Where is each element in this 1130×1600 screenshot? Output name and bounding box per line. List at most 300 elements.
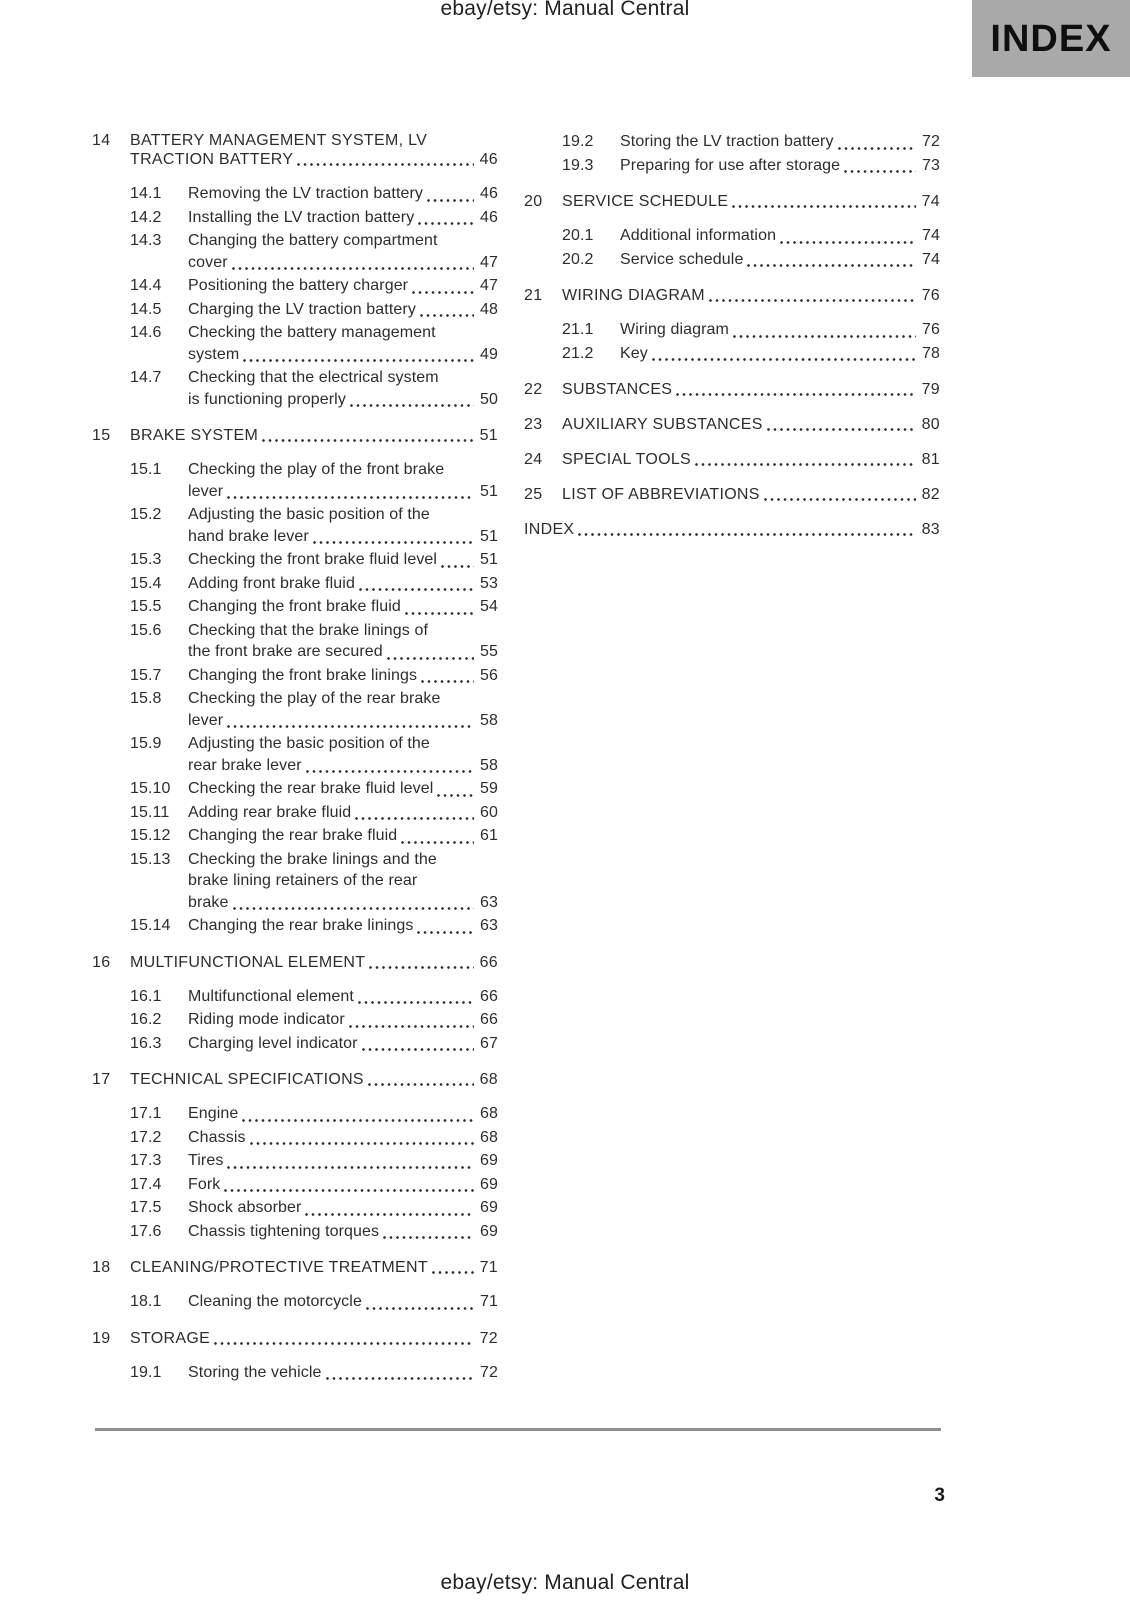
toc-item [130,620,498,663]
toc-entry-text: Multifunctional element [188,987,354,1005]
header-watermark-title: ebay/etsy: Manual Central [440,0,690,20]
toc-left-column [92,131,498,1385]
toc-item-number: 14.2 [130,208,162,226]
toc-section-title [524,520,940,539]
dot-leader [844,170,916,173]
toc-item-number: 16.1 [130,987,162,1005]
toc-item-number: 16.2 [130,1011,162,1028]
toc-item-number: 17.2 [130,1128,162,1146]
toc-page-number: 56 [480,666,498,684]
toc-section-number: 16 [92,953,111,971]
dot-leader [417,931,474,934]
toc-section-title [562,415,940,434]
toc-section-heading [92,1070,498,1089]
toc-item [130,459,498,502]
toc-item [562,225,940,247]
toc-item-title [188,573,498,595]
toc-item-number: 20.1 [562,227,594,244]
dot-leader [420,314,474,317]
toc-entry-text: Checking that the brake linings of [188,621,428,639]
dot-leader [764,498,916,501]
toc-item [130,275,498,297]
toc-item [130,778,498,800]
toc-item-number: 15.5 [130,598,162,615]
toc-entry-line [620,343,940,365]
toc-entry-line [188,802,498,824]
toc-page-number: 71 [479,1259,498,1276]
toc-page-number: 76 [921,287,940,304]
toc-page-number: 79 [921,381,940,398]
toc-entry-line [188,1221,498,1243]
toc-page-number: 63 [480,893,498,911]
toc-entry-text: brake lining retainers of the rear [188,872,418,889]
toc-entry-text: Changing the front brake fluid [188,598,401,615]
toc-item-title [620,131,940,153]
toc-entry-line [620,155,940,177]
toc-item-number: 15.8 [130,690,162,707]
toc-item-title [620,343,940,365]
toc-item [130,207,498,229]
dot-leader [838,147,916,150]
dot-leader [214,1342,474,1345]
toc-entry-text: Chassis tightening torques [188,1222,380,1240]
toc-page-number: 66 [480,987,498,1005]
dot-leader [297,163,473,166]
toc-entry-line [188,344,498,366]
dot-leader [250,1142,474,1145]
dot-leader [421,680,474,683]
toc-entry-text: SPECIAL TOOLS [562,451,691,468]
toc-item-title [188,459,498,502]
toc-item-title [188,802,498,824]
toc-item-title [620,249,940,271]
toc-item-number: 14.7 [130,369,162,386]
toc-item [130,688,498,731]
toc-entry-line [188,849,498,871]
toc-entry-line [188,1197,498,1219]
toc-entry-line [562,192,940,211]
toc-entry-text: is functioning properly [188,390,346,408]
dot-leader [405,612,474,615]
toc-section-heading [524,415,940,434]
dot-leader [232,267,474,270]
toc-page-number: 83 [921,521,940,538]
toc-entry-text: BRAKE SYSTEM [130,427,259,444]
dot-leader [369,966,473,969]
toc-page-number: 66 [480,1011,498,1028]
toc-item-title [188,1291,498,1313]
toc-entry-line [188,1033,498,1055]
toc-entry-line [524,520,940,539]
dot-leader [432,1271,474,1274]
toc-section-number: 25 [524,486,543,503]
toc-page-number: 68 [480,1128,498,1146]
toc-item-number: 19.3 [562,156,594,174]
toc-page-number: 81 [921,451,940,468]
toc-section-number: 23 [524,416,543,433]
toc-entry-line [562,415,940,434]
toc-entry-line [562,450,940,469]
dot-leader [350,404,474,407]
toc-item-title [188,1150,498,1172]
toc-item-title [188,778,498,800]
toc-item-number: 15.13 [130,850,171,868]
toc-section-heading [524,450,940,469]
dot-leader [652,358,916,361]
toc-item-title [188,1174,498,1196]
toc-item-title [188,915,498,937]
toc-entry-line [188,504,498,526]
toc-item [130,596,498,618]
toc-entry-line [188,1103,498,1125]
toc-entry-text: INDEX [524,521,575,538]
dot-leader [412,291,474,294]
dot-leader [401,841,474,844]
toc-item-number: 17.6 [130,1222,162,1240]
toc-page-number: 74 [922,250,940,268]
toc-entry-line [562,485,940,504]
toc-entry-line [188,389,498,411]
toc-entry-line [188,526,498,548]
dot-leader [355,817,474,820]
toc-entry-text: SUBSTANCES [562,381,673,398]
toc-page-number: 54 [480,598,498,615]
toc-page-number: 59 [480,780,498,797]
toc-entry-text: Checking the front brake fluid level [188,551,438,568]
toc-page-number: 46 [479,151,498,168]
toc-entry-line [188,1009,498,1031]
toc-item-title [188,1033,498,1055]
toc-page-number: 66 [479,953,498,971]
toc-section-number: 17 [92,1071,111,1088]
toc-section-number: 14 [92,132,111,149]
toc-page-number: 74 [922,227,940,244]
dot-leader [368,1083,474,1086]
toc-entry-text: BATTERY MANAGEMENT SYSTEM, LV [130,132,428,149]
toc-item [130,802,498,824]
toc-section-number: 24 [524,451,543,468]
toc-item-title [188,322,498,365]
toc-item-number: 15.9 [130,735,162,752]
toc-entry-text: Checking the rear brake fluid level [188,780,434,797]
toc-entry-line [130,131,498,150]
toc-item-number: 17.4 [130,1175,162,1193]
toc-item-title [188,1362,498,1384]
dot-leader [313,541,474,544]
toc-entry-line [188,549,498,571]
toc-item-number: 17.1 [130,1105,162,1122]
toc-page-number: 51 [480,551,498,568]
toc-item [130,1033,498,1055]
toc-item [562,155,940,177]
toc-item-title [188,1009,498,1031]
toc-entry-text: Cleaning the motorcycle [188,1293,362,1310]
dot-leader [578,533,915,536]
dot-leader [733,335,916,338]
toc-page-number: 46 [480,185,498,202]
toc-entry-line [188,665,498,687]
toc-section-heading [524,192,940,211]
toc-page-number: 76 [922,321,940,338]
toc-item-title [188,986,498,1008]
dot-leader [437,794,474,797]
toc-entry-text: Engine [188,1105,239,1122]
toc-entry-line [130,1070,498,1089]
toc-item-number: 15.1 [130,461,162,478]
toc-item-title [188,1103,498,1125]
toc-entry-text: Changing the rear brake fluid [188,827,398,844]
toc-item-title [188,299,498,321]
toc-right-column [524,131,940,539]
toc-item-title [188,596,498,618]
toc-entry-text: AUXILIARY SUBSTANCES [562,416,763,433]
toc-item-number: 14.6 [130,324,162,341]
toc-item [130,367,498,410]
toc-entry-line [188,620,498,642]
toc-entry-text: cover [188,253,228,271]
toc-item-number: 15.2 [130,506,162,523]
dot-leader [349,1025,474,1028]
toc-section-number: 19 [92,1329,111,1347]
dot-leader [262,439,474,442]
dot-leader [326,1377,474,1380]
toc-page-number: 68 [479,1071,498,1088]
toc-page-number: 51 [480,527,498,545]
toc-item [130,299,498,321]
toc-entry-text: Charging level indicator [188,1034,358,1052]
toc-page-number: 47 [480,277,498,294]
toc-item [130,1127,498,1149]
toc-item [130,665,498,687]
toc-entry-text: Checking that the electrical system [188,369,439,386]
toc-section-number: 21 [524,287,543,304]
dot-leader [780,241,916,244]
dot-leader [227,1166,474,1169]
page-number: 3 [934,1485,945,1506]
toc-page-number: 61 [480,827,498,844]
toc-section-title [130,1070,498,1089]
toc-section-heading [524,286,940,305]
toc-entry-text: Tires [188,1152,224,1169]
toc-section-number: 18 [92,1259,111,1276]
toc-section-heading [524,520,940,539]
toc-entry-line [188,1174,498,1196]
toc-section-title [130,953,498,972]
toc-page-number: 69 [480,1152,498,1169]
toc-section-heading [92,1329,498,1348]
toc-item-number: 14.4 [130,277,162,294]
toc-item-title [188,504,498,547]
toc-page-number: 68 [480,1105,498,1122]
toc-page-number: 46 [480,208,498,226]
toc-entry-line [188,755,498,777]
dot-leader [362,1048,474,1051]
toc-item-title [188,183,498,205]
toc-item [130,1174,498,1196]
toc-entry-line [188,1127,498,1149]
toc-page-number: 69 [480,1199,498,1216]
toc-entry-text: brake [188,893,229,911]
toc-entry-text: lever [188,482,224,500]
toc-item-number: 17.5 [130,1199,162,1216]
toc-page-number: 55 [480,643,498,660]
toc-entry-text: Additional information [620,227,777,244]
toc-page-number: 58 [480,711,498,729]
dot-leader [676,393,915,396]
dot-leader [227,496,474,499]
toc-entry-text: STORAGE [130,1329,211,1347]
footer-watermark-title: ebay/etsy: Manual Central [440,1571,690,1594]
toc-item-title [188,1221,498,1243]
toc-section-heading [92,1258,498,1277]
toc-entry-text: Installing the LV traction battery [188,208,415,226]
toc-section-number: 15 [92,427,111,444]
dot-leader [359,588,474,591]
toc-entry-line [188,207,498,229]
toc-items-group [562,319,940,364]
toc-item [130,1362,498,1384]
toc-entry-text: Charging the LV traction battery [188,300,416,318]
toc-section-number: 20 [524,193,543,210]
dot-leader [242,1119,474,1122]
toc-items-group [562,131,940,176]
toc-item-number: 15.4 [130,574,162,592]
toc-entry-text: Adding rear brake fluid [188,803,352,821]
toc-item [130,825,498,847]
dot-leader [383,1236,474,1239]
dot-leader [305,1213,474,1216]
toc-item [130,1103,498,1125]
toc-entry-line [188,230,498,252]
toc-item-number: 19.1 [130,1363,162,1381]
toc-items-group [130,459,498,937]
toc-entry-line [188,1150,498,1172]
toc-item [130,183,498,205]
toc-item-number: 15.3 [130,551,162,568]
toc-entry-text: hand brake lever [188,527,309,545]
toc-entry-line [620,249,940,271]
toc-page-number: 72 [922,133,940,150]
toc-item-number: 20.2 [562,250,594,268]
toc-page-number: 48 [480,300,498,318]
toc-page-number: 51 [479,427,498,444]
toc-page-number: 67 [480,1034,498,1052]
toc-section-number: 22 [524,381,543,398]
toc-entry-line [562,286,940,305]
toc-section-heading [92,953,498,972]
toc-item [130,322,498,365]
toc-entry-text: Storing the vehicle [188,1363,322,1381]
toc-item-title [188,230,498,273]
dot-leader [227,725,474,728]
dot-leader [233,907,474,910]
toc-item-title [188,207,498,229]
toc-entry-text: Changing the battery compartment [188,232,438,249]
toc-entry-text: Riding mode indicator [188,1011,345,1028]
toc-item-number: 19.2 [562,133,594,150]
dot-leader [224,1189,474,1192]
toc-entry-text: Positioning the battery charger [188,277,409,294]
toc-item [130,915,498,937]
toc-item-title [620,319,940,341]
toc-entry-text: TRACTION BATTERY [130,151,294,168]
toc-entry-line [188,915,498,937]
toc-item [130,230,498,273]
toc-page-number: 49 [480,345,498,363]
toc-items-group [130,1291,498,1313]
toc-page-number: 80 [921,416,940,433]
toc-item-number: 14.1 [130,185,162,202]
toc-page-number: 60 [480,803,498,821]
toc-page-number: 51 [480,482,498,500]
toc-item-number: 21.2 [562,344,594,362]
toc-entry-text: Shock absorber [188,1199,302,1216]
toc-entry-line [188,367,498,389]
toc-item [130,733,498,776]
toc-page-number: 47 [480,253,498,271]
dot-leader [418,222,474,225]
toc-section-heading [92,131,498,169]
toc-entry-line [188,986,498,1008]
toc-item [130,986,498,1008]
dot-leader [441,565,474,568]
toc-item-title [188,1197,498,1219]
toc-entry-line [188,870,498,892]
toc-section-title [130,1329,498,1348]
toc-section-heading [92,426,498,445]
toc-entry-line [130,953,498,972]
toc-entry-text: Checking the play of the front brake [188,461,445,478]
toc-item-title [188,620,498,663]
toc-items-group [130,1362,498,1384]
toc-entry-text: rear brake lever [188,756,302,774]
toc-item [130,1150,498,1172]
toc-entry-text: Key [620,344,648,362]
toc-entry-line [188,641,498,663]
dot-leader [747,264,916,267]
toc-item [130,1009,498,1031]
toc-items-group [130,1103,498,1242]
toc-entry-line [188,825,498,847]
toc-entry-text: Checking the play of the rear brake [188,690,441,707]
toc-page-number: 53 [480,574,498,592]
toc-entry-line [562,380,940,399]
toc-items-group [130,986,498,1055]
toc-item-number: 21.1 [562,321,594,338]
toc-item-number: 17.3 [130,1152,162,1169]
toc-entry-text: Storing the LV traction battery [620,133,834,150]
toc-page-number: 73 [922,156,940,174]
dot-leader [709,299,916,302]
toc-item-title [620,225,940,247]
toc-section-title [562,450,940,469]
toc-entry-text: MULTIFUNCTIONAL ELEMENT [130,953,366,971]
toc-page-number: 69 [480,1175,498,1193]
toc-item [130,573,498,595]
toc-page-number: 72 [480,1363,498,1381]
toc-item-number: 15.11 [130,803,170,821]
toc-entry-text: LIST OF ABBREVIATIONS [562,486,760,503]
toc-item [562,319,940,341]
dot-leader [387,657,474,660]
toc-entry-line [620,319,940,341]
toc-entry-line [188,892,498,914]
toc-section-heading [524,380,940,399]
toc-section-title [562,485,940,504]
dot-leader [358,1001,474,1004]
toc-item-number: 15.12 [130,827,171,844]
toc-item [130,1291,498,1313]
